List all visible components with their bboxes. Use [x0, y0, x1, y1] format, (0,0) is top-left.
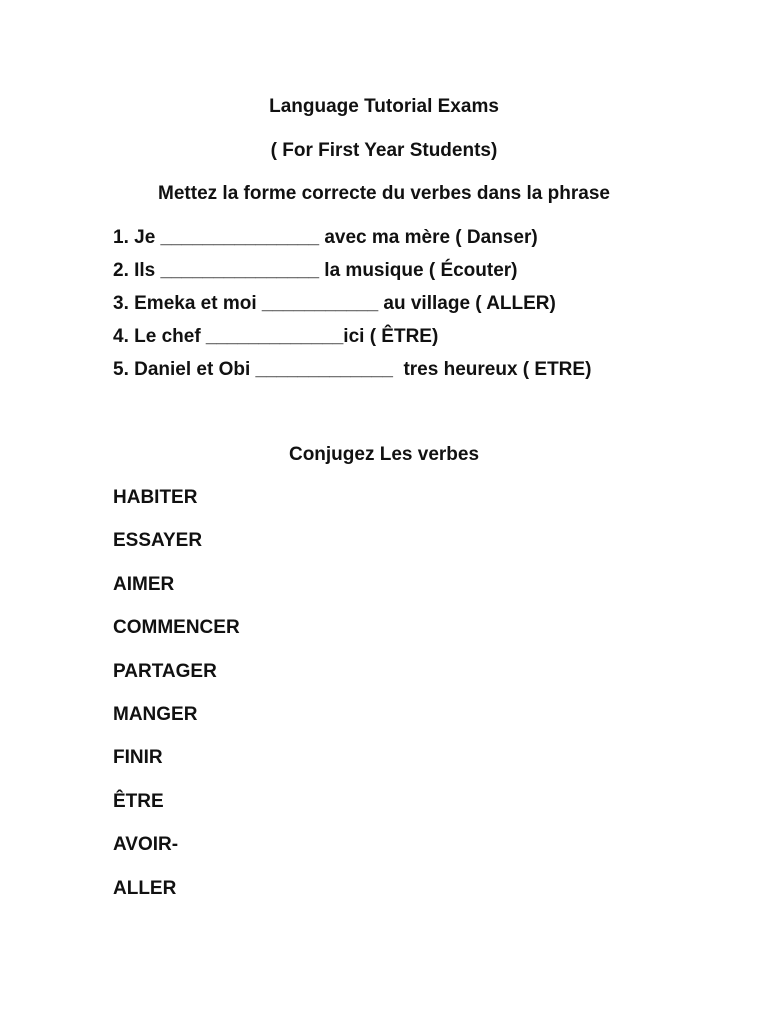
- page-subtitle: ( For First Year Students): [270, 140, 498, 161]
- section-heading: Conjugez Les verbes: [288, 444, 480, 465]
- exercise-item: 5. Daniel et Obi _____________ tres heureux ( ETRE): [113, 359, 592, 380]
- exercise-item: 3. Emeka et moi ___________ au village ( ALLER): [113, 293, 556, 314]
- exercise-item: 4. Le chef _____________ici ( ÊTRE): [113, 326, 439, 347]
- instruction-text: Mettez la forme correcte du verbes dans la phrase: [158, 183, 610, 204]
- verb-list: [113, 486, 240, 920]
- page-title: Language Tutorial Exams: [269, 96, 499, 117]
- verb-item: FINIR: [113, 747, 163, 769]
- verb-item: PARTAGER: [113, 660, 217, 682]
- exercise-item: 1. Je _______________ avec ma mère ( Danser): [113, 227, 538, 248]
- verb-item: AIMER: [113, 573, 175, 595]
- exercise-item: 2. Ils _______________ la musique ( Écouter): [113, 260, 518, 281]
- verb-item: ESSAYER: [113, 530, 203, 552]
- exercise-list: [113, 226, 591, 391]
- verb-item: COMMENCER: [113, 617, 240, 639]
- verb-item: ÊTRE: [113, 790, 164, 812]
- verb-item: ALLER: [113, 877, 177, 899]
- verb-item: MANGER: [113, 703, 198, 725]
- verb-item: AVOIR-: [113, 834, 179, 856]
- verb-item: HABITER: [113, 487, 198, 508]
